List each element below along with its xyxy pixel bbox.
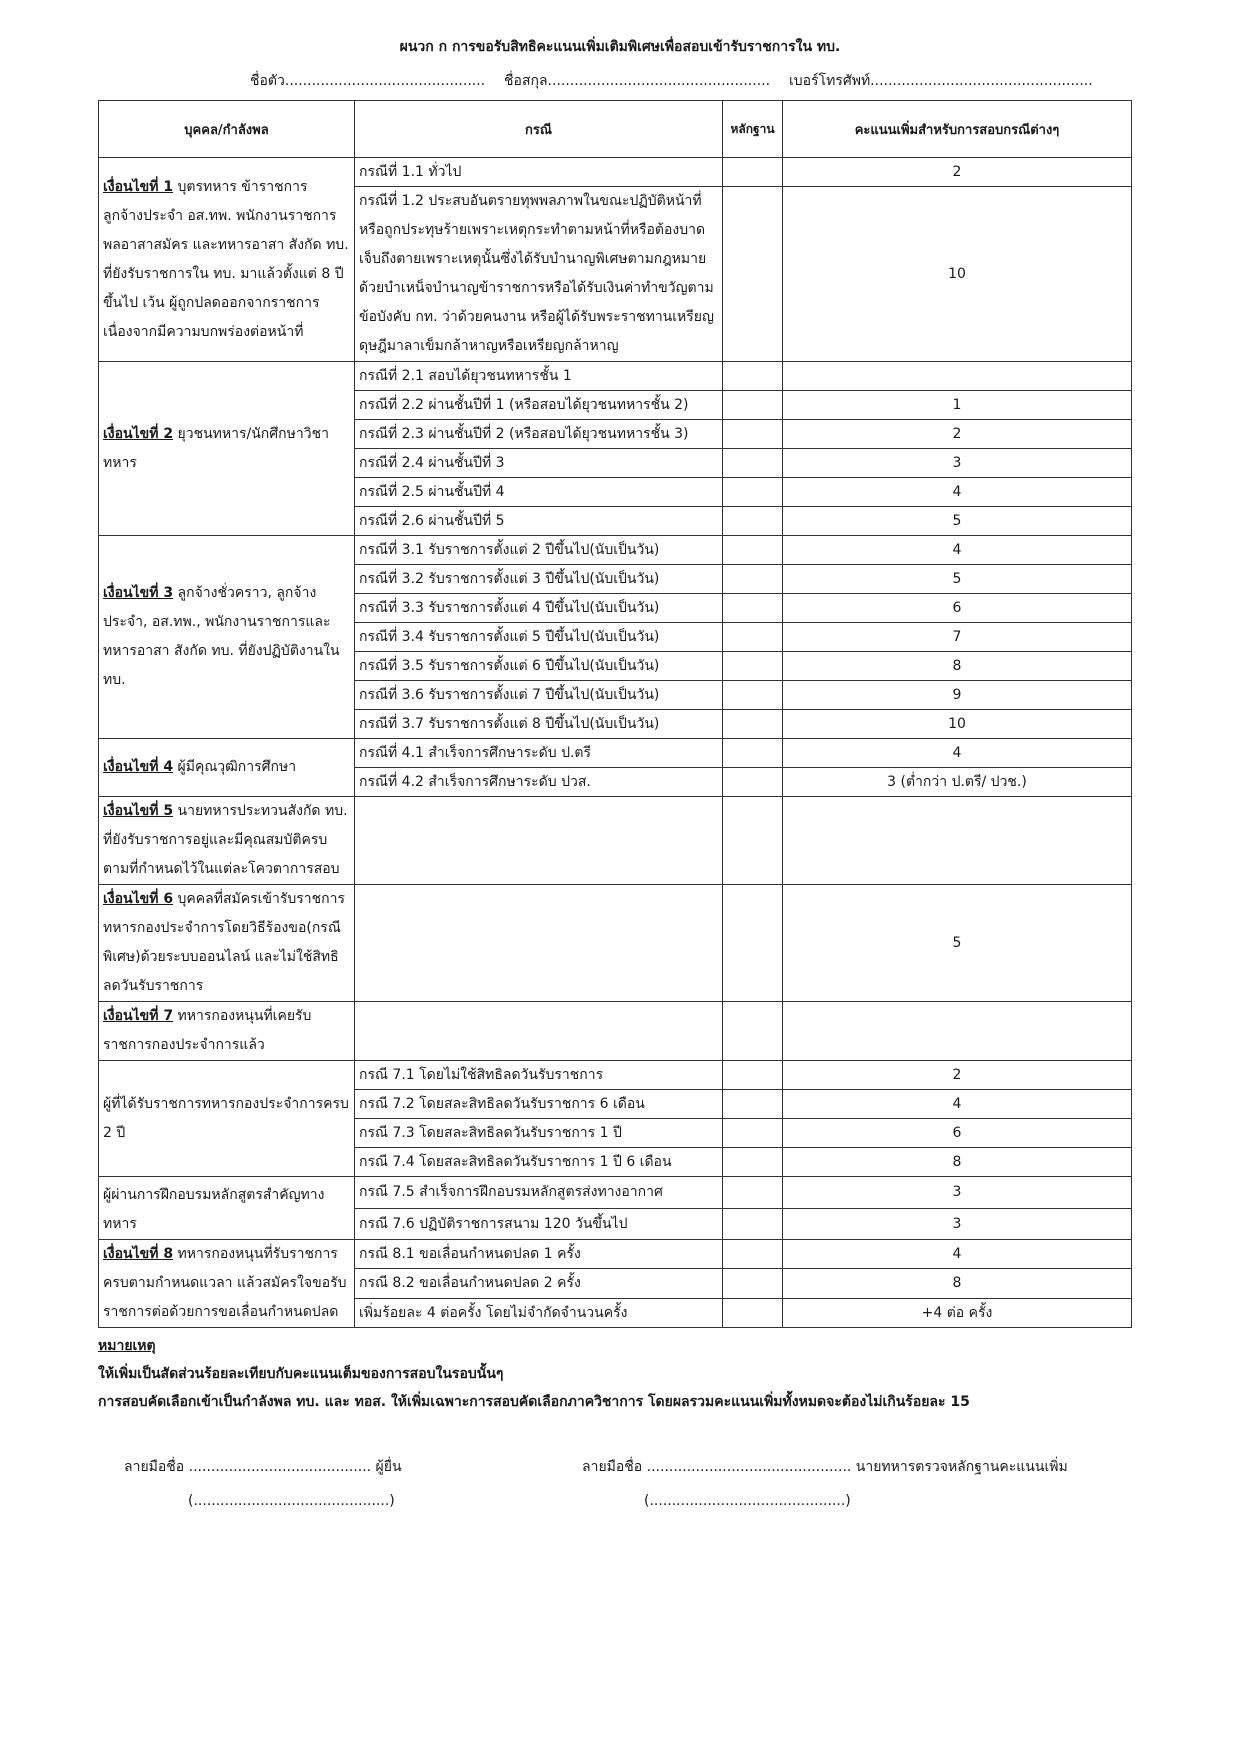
case-cell: กรณีที่ 3.4 รับราชการตั้งแต่ 5 ปีขึ้นไป(นับเป็นวัน)	[355, 623, 723, 652]
case-cell: กรณี 8.1 ขอเลื่อนกำหนดปลด 1 ครั้ง	[355, 1240, 723, 1269]
condition-6-cell	[99, 885, 355, 1002]
case-cell: กรณีที่ 1.1 ทั่วไป	[355, 158, 723, 187]
table-row	[99, 1061, 1132, 1090]
condition-7-sub-training: ผู้ผ่านการฝึกอบรมหลักสูตรสำคัญทางทหาร	[99, 1177, 355, 1240]
score-cell	[783, 362, 1132, 391]
score-cell: 3	[783, 449, 1132, 478]
header-case: กรณี	[355, 101, 723, 158]
table-row	[99, 158, 1132, 187]
condition-text: บุตรทหาร ข้าราชการ ลูกจ้างประจำ อส.ทพ. พนักงานราชการ พลอาสาสมัคร และทหารอาสา สังกัด ทบ. ที่ยังรับราชการใน ทบ. มาแล้วตั้งแต่ 8 ปีขึ้นไป เว้น ผู้ถูกปลดออกจากราชการ เนื่องจากมีความบกพร่องต่อหน้าที่	[103, 178, 349, 340]
score-cell: 6	[783, 1119, 1132, 1148]
evidence-cell[interactable]	[723, 1148, 783, 1177]
case-cell: กรณี 8.2 ขอเลื่อนกำหนดปลด 2 ครั้ง	[355, 1269, 723, 1298]
score-cell: 4	[783, 739, 1132, 768]
evidence-cell[interactable]	[723, 1269, 783, 1298]
score-cell: 1	[783, 391, 1132, 420]
evidence-cell[interactable]	[723, 797, 783, 885]
case-cell: กรณี 7.3 โดยสละสิทธิลดวันรับราชการ 1 ปี	[355, 1119, 723, 1148]
applicant-info-line	[250, 70, 1093, 92]
condition-label: เงื่อนไขที่ 5	[103, 803, 174, 819]
header-evidence: หลักฐาน	[723, 101, 783, 158]
notes-line-1: ให้เพิ่มเป็นสัดส่วนร้อยละเทียบกับคะแนนเต็มของการสอบในรอบนั้นๆ	[98, 1366, 504, 1382]
last-name-field[interactable]: ชื่อสกุล..................................................	[504, 73, 771, 89]
header-person: บุคคล/กำลังพล	[99, 101, 355, 158]
condition-7-sub-2-year: ผู้ที่ได้รับราชการทหารกองประจำการครบ 2 ปี	[99, 1061, 355, 1177]
inspector-name-line[interactable]: (............................................)	[644, 1493, 851, 1509]
score-cell: 5	[783, 885, 1132, 1002]
condition-label: เงื่อนไขที่ 2	[103, 425, 174, 442]
case-cell: กรณีที่ 2.4 ผ่านชั้นปีที่ 3	[355, 449, 723, 478]
condition-text: ทหารกองหนุนที่เคยรับราชการกองประจำการแล้ว	[103, 1008, 312, 1053]
case-cell	[355, 1002, 723, 1061]
evidence-cell[interactable]	[723, 1002, 783, 1061]
evidence-cell[interactable]	[723, 362, 783, 391]
evidence-cell[interactable]	[723, 710, 783, 739]
evidence-cell[interactable]	[723, 1177, 783, 1209]
score-cell: 5	[783, 565, 1132, 594]
case-cell: กรณีที่ 3.6 รับราชการตั้งแต่ 7 ปีขึ้นไป(นับเป็นวัน)	[355, 681, 723, 710]
condition-text: ลูกจ้างชั่วคราว, ลูกจ้างประจำ, อส.ทพ., พนักงานราชการและทหารอาสา สังกัด ทบ. ที่ยังปฏิบัติงานใน ทบ.	[103, 585, 340, 688]
condition-1-cell	[99, 158, 355, 362]
score-cell: 2	[783, 420, 1132, 449]
score-cell: 10	[783, 710, 1132, 739]
evidence-cell[interactable]	[723, 565, 783, 594]
condition-3-cell	[99, 536, 355, 739]
applicant-signature-line[interactable]: ลายมือชื่อ ......................................... ผู้ยื่น	[124, 1459, 402, 1475]
bonus-score-table	[98, 100, 1132, 1328]
score-cell: 3	[783, 1177, 1132, 1209]
evidence-cell[interactable]	[723, 449, 783, 478]
case-cell: กรณีที่ 2.2 ผ่านชั้นปีที่ 1 (หรือสอบได้ยุวชนทหารชั้น 2)	[355, 391, 723, 420]
score-cell: 4	[783, 1240, 1132, 1269]
condition-7-cell	[99, 1002, 355, 1061]
inspector-signature-line[interactable]: ลายมือชื่อ .............................................. นายทหารตรวจหลักฐานคะแนนเพิ่ม	[582, 1459, 1068, 1475]
condition-label: เงื่อนไขที่ 8	[103, 1246, 174, 1262]
condition-label: เงื่อนไขที่ 4	[103, 759, 174, 775]
table-row	[99, 1177, 1132, 1209]
evidence-cell[interactable]	[723, 623, 783, 652]
score-cell: 4	[783, 1090, 1132, 1119]
case-cell: กรณี 7.4 โดยสละสิทธิลดวันรับราชการ 1 ปี 6 เดือน	[355, 1148, 723, 1177]
case-cell: กรณีที่ 4.2 สำเร็จการศึกษาระดับ ปวส.	[355, 768, 723, 797]
case-cell: กรณีที่ 2.3 ผ่านชั้นปีที่ 2 (หรือสอบได้ยุวชนทหารชั้น 3)	[355, 420, 723, 449]
condition-2-cell	[99, 362, 355, 536]
table-row	[99, 362, 1132, 391]
score-cell: 6	[783, 594, 1132, 623]
evidence-cell[interactable]	[723, 681, 783, 710]
score-cell: 8	[783, 652, 1132, 681]
condition-label: เงื่อนไขที่ 3	[103, 585, 174, 601]
score-cell: 2	[783, 1061, 1132, 1090]
evidence-cell[interactable]	[723, 885, 783, 1002]
evidence-cell[interactable]	[723, 739, 783, 768]
evidence-cell[interactable]	[723, 1240, 783, 1269]
table-row	[99, 739, 1132, 768]
condition-text: ผู้มีคุณวุฒิการศึกษา	[177, 759, 297, 775]
evidence-cell[interactable]	[723, 1090, 783, 1119]
evidence-cell[interactable]	[723, 768, 783, 797]
evidence-cell[interactable]	[723, 536, 783, 565]
evidence-cell[interactable]	[723, 478, 783, 507]
condition-4-cell	[99, 739, 355, 797]
notes-line-2: การสอบคัดเลือกเข้าเป็นกำลังพล ทบ. และ ทอส. ให้เพิ่มเฉพาะการสอบคัดเลือกภาควิชาการ โดยผลรวมคะแนนเพิ่มทั้งหมดจะต้องไม่เกินร้อยละ 15	[98, 1394, 970, 1410]
score-cell: 4	[783, 536, 1132, 565]
case-cell: กรณีที่ 4.1 สำเร็จการศึกษาระดับ ป.ตรี	[355, 739, 723, 768]
case-cell: กรณีที่ 1.2 ประสบอันตรายทุพพลภาพในขณะปฏิบัติหน้าที่ หรือถูกประทุษร้ายเพราะเหตุกระทำตามหน้าที่หรือต้องบาดเจ็บถึงตายเพราะเหตุนั้นซึ่งได้รับบำนาญพิเศษตามกฎหมายด้วยบำเหน็จบำนาญข้าราชการหรือได้รับเงินค่าทำขวัญตามข้อบังคับ กท. ว่าด้วยคนงาน หรือผู้ได้รับพระราชทานเหรียญดุษฎีมาลาเข็มกล้าหาญหรือเหรียญกล้าหาญ	[355, 187, 723, 362]
evidence-cell[interactable]	[723, 652, 783, 681]
applicant-name-line[interactable]: (............................................)	[188, 1493, 395, 1509]
score-cell: 8	[783, 1148, 1132, 1177]
evidence-cell[interactable]	[723, 594, 783, 623]
score-cell	[783, 1002, 1132, 1061]
condition-5-cell	[99, 797, 355, 885]
notes-heading: หมายเหตุ	[98, 1338, 156, 1354]
condition-label: เงื่อนไขที่ 7	[103, 1008, 174, 1024]
evidence-cell[interactable]	[723, 391, 783, 420]
score-cell: 10	[783, 187, 1132, 362]
score-cell: 4	[783, 478, 1132, 507]
table-row	[99, 885, 1132, 1002]
condition-label: เงื่อนไขที่ 6	[103, 891, 174, 907]
table-row	[99, 797, 1132, 885]
case-cell: เพิ่มร้อยละ 4 ต่อครั้ง โดยไม่จำกัดจำนวนครั้ง	[355, 1298, 723, 1327]
evidence-cell[interactable]	[723, 420, 783, 449]
case-cell: กรณีที่ 3.7 รับราชการตั้งแต่ 8 ปีขึ้นไป(นับเป็นวัน)	[355, 710, 723, 739]
header-score: คะแนนเพิ่มสำหรับการสอบกรณีต่างๆ	[783, 101, 1132, 158]
case-cell: กรณี 7.6 ปฏิบัติราชการสนาม 120 วันขึ้นไป	[355, 1208, 723, 1240]
case-cell	[355, 797, 723, 885]
score-cell: 9	[783, 681, 1132, 710]
condition-text: ทหารกองหนุนที่รับราชการครบตามกำหนดแวลา แล้วสมัครใจขอรับราชการต่อด้วยการขอเลื่อนกำหนดปลด	[103, 1246, 347, 1320]
score-cell: 5	[783, 507, 1132, 536]
score-cell	[783, 797, 1132, 885]
table-row	[99, 1240, 1132, 1269]
case-cell: กรณีที่ 3.5 รับราชการตั้งแต่ 6 ปีขึ้นไป(นับเป็นวัน)	[355, 652, 723, 681]
evidence-cell[interactable]	[723, 187, 783, 362]
evidence-cell[interactable]	[723, 1119, 783, 1148]
condition-text: นายทหารประทวนสังกัด ทบ. ที่ยังรับราชการอยู่และมีคุณสมบัติครบตามที่กำหนดไว้ในแต่ละโควตาการสอบ	[103, 803, 348, 877]
case-cell: กรณีที่ 2.1 สอบได้ยุวชนทหารชั้น 1	[355, 362, 723, 391]
case-cell: กรณีที่ 3.2 รับราชการตั้งแต่ 3 ปีขึ้นไป(นับเป็นวัน)	[355, 565, 723, 594]
phone-field[interactable]: เบอร์โทรศัพท์..................................................	[788, 73, 1093, 89]
condition-text: ยุวชนทหาร/นักศึกษาวิชาทหาร	[103, 425, 329, 471]
case-cell: กรณีที่ 3.1 รับราชการตั้งแต่ 2 ปีขึ้นไป(นับเป็นวัน)	[355, 536, 723, 565]
score-cell: 8	[783, 1269, 1132, 1298]
document-title: ผนวก ก การขอรับสิทธิคะแนนเพิ่มเติมพิเศษเพื่อสอบเข้ารับราชการใน ทบ.	[399, 39, 841, 55]
table-row	[99, 536, 1132, 565]
case-cell: กรณีที่ 2.5 ผ่านชั้นปีที่ 4	[355, 478, 723, 507]
case-cell: กรณีที่ 3.3 รับราชการตั้งแต่ 4 ปีขึ้นไป(นับเป็นวัน)	[355, 594, 723, 623]
evidence-cell[interactable]	[723, 507, 783, 536]
condition-8-cell	[99, 1240, 355, 1328]
evidence-cell[interactable]	[723, 1298, 783, 1327]
case-cell: กรณี 7.1 โดยไม่ใช้สิทธิลดวันรับราชการ	[355, 1061, 723, 1090]
table-row	[99, 1002, 1132, 1061]
evidence-cell[interactable]	[723, 1208, 783, 1240]
case-cell: กรณี 7.5 สำเร็จการฝึกอบรมหลักสูตรส่งทางอากาศ	[355, 1177, 723, 1209]
score-cell: 2	[783, 158, 1132, 187]
evidence-cell[interactable]	[723, 158, 783, 187]
case-cell: กรณี 7.2 โดยสละสิทธิลดวันรับราชการ 6 เดือน	[355, 1090, 723, 1119]
condition-label: เงื่อนไขที่ 1	[103, 178, 174, 195]
score-cell: 3	[783, 1208, 1132, 1240]
notes-section	[98, 1332, 970, 1416]
case-cell: กรณีที่ 2.6 ผ่านชั้นปีที่ 5	[355, 507, 723, 536]
first-name-field[interactable]: ชื่อตัว.............................................	[250, 73, 486, 89]
condition-text: บุคคลที่สมัครเข้ารับราชการทหารกองประจำการโดยวิธีร้องขอ(กรณีพิเศษ)ด้วยระบบออนไลน์ และไม่ใช้สิทธิลดวันรับราชการ	[103, 891, 345, 994]
score-cell: 7	[783, 623, 1132, 652]
score-cell: 3 (ต่ำกว่า ป.ตรี/ ปวช.)	[783, 768, 1132, 797]
score-cell: +4 ต่อ ครั้ง	[783, 1298, 1132, 1327]
table-header-row	[99, 101, 1132, 158]
case-cell	[355, 885, 723, 1002]
evidence-cell[interactable]	[723, 1061, 783, 1090]
